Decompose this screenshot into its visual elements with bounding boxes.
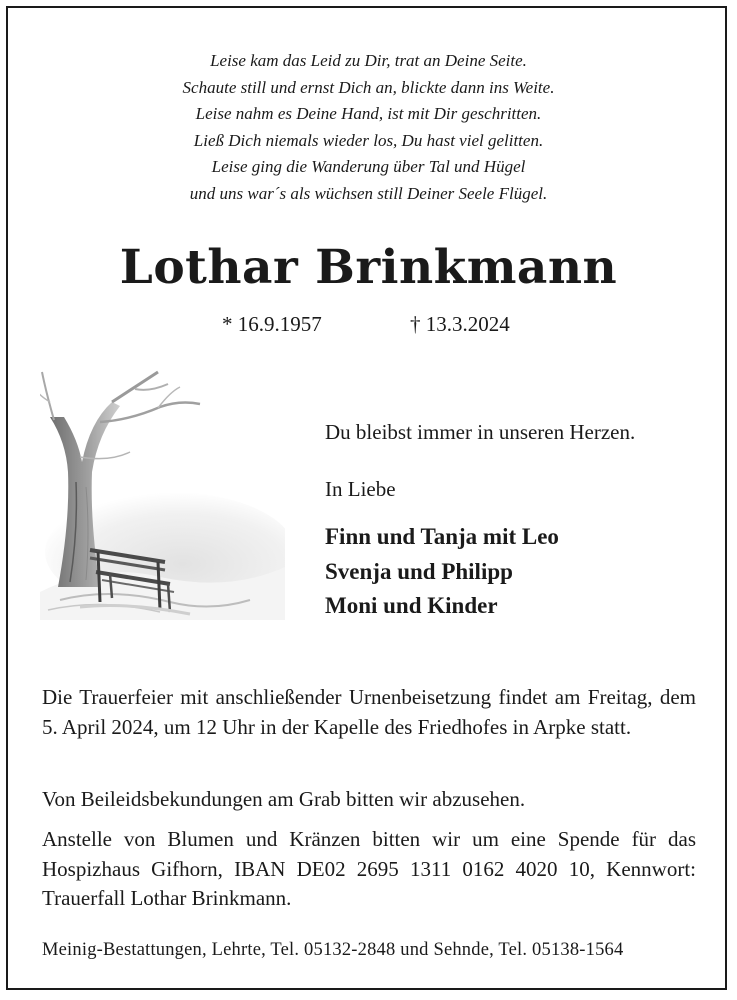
- death-date: † 13.3.2024: [410, 312, 510, 336]
- ceremony-paragraph: Die Trauerfeier mit anschließender Urnenbeisetzung findet am Freitag, dem 5. April 2024, um 12 Uhr in der Kapelle des Friedhofes in Arpke statt.: [42, 685, 696, 739]
- mourner-name: Finn und Tanja mit Leo: [325, 524, 559, 549]
- condolences-paragraph: Von Beileidsbekundungen am Grab bitten wir abzusehen.: [42, 787, 526, 811]
- tree-bench-illustration-icon: [40, 362, 285, 620]
- poem-line: Leise ging die Wanderung über Tal und Hügel: [211, 157, 526, 177]
- mourner-name: Svenja und Philipp: [325, 558, 513, 584]
- poem-line: Leise kam das Leid zu Dir, trat an Deine Seite.: [210, 51, 527, 70]
- poem-line: und uns war´s als wüchsen still Deiner Seele Flügel.: [189, 183, 548, 203]
- deceased-name: Lothar Brinkmann: [119, 240, 618, 295]
- in-love-label: In Liebe: [325, 477, 396, 501]
- farewell-quote: Du bleibst immer in unseren Herzen.: [325, 420, 636, 444]
- poem-line: Schaute still und ernst Dich an, blickte dann ins Weite.: [182, 77, 555, 97]
- birth-date: * 16.9.1957: [222, 312, 322, 336]
- donation-paragraph: Anstelle von Blumen und Kränzen bitten wir um eine Spende für das Hospizhaus Gifhorn, IBAN DE02 2695 1311 0162 4020 10, Kennwort: Trauerfall Lothar Brinkmann.: [42, 827, 696, 910]
- poem-line: Leise nahm es Deine Hand, ist mit Dir geschritten.: [195, 104, 542, 124]
- poem-line: Ließ Dich niemals wieder los, Du hast viel gelitten.: [193, 130, 544, 150]
- poem: [0, 48, 737, 208]
- mourners-list: [325, 520, 559, 624]
- undertaker-footer: Meinig-Bestattungen, Lehrte, Tel. 05132-2848 und Sehnde, Tel. 05138-1564: [42, 940, 624, 960]
- mourner-name: Moni und Kinder: [325, 593, 498, 618]
